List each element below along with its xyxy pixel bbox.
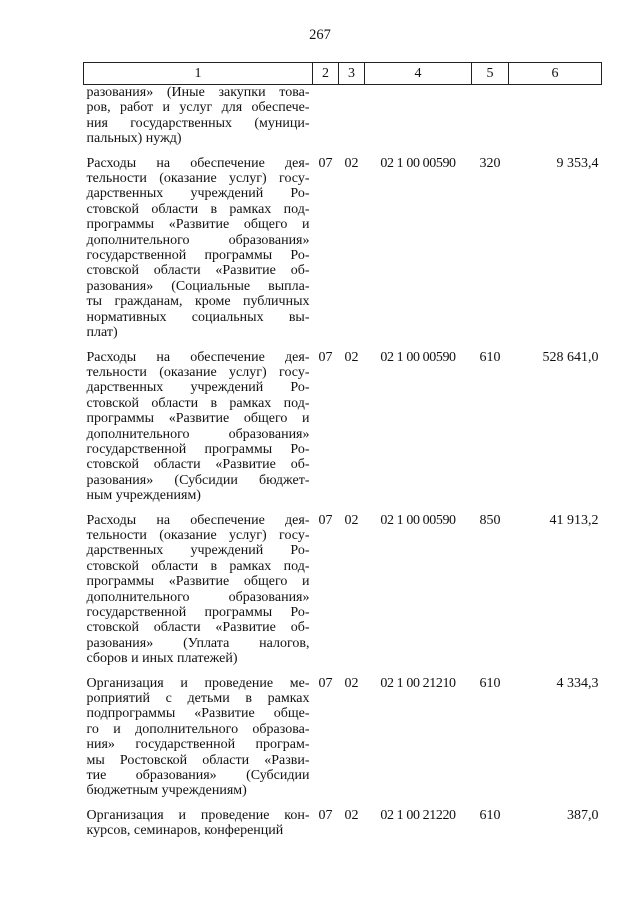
- description-line: стовской области «Развитие об-: [86, 263, 310, 279]
- description-line: программы «Развитие общего и: [86, 574, 310, 590]
- description-line: Организация и проведение кон-: [86, 807, 310, 823]
- table-row: [84, 676, 602, 808]
- row-description: [84, 808, 313, 848]
- subsection-code: 02: [344, 807, 359, 823]
- section-code: 07: [318, 512, 333, 528]
- description-line: пальных) нужд): [86, 131, 182, 147]
- description-line: тельности (оказание услуг) госу-: [86, 527, 310, 543]
- section-code: [313, 85, 339, 156]
- table-row: [84, 156, 602, 350]
- amount-value: 9 353,4: [556, 155, 599, 171]
- amount-value: 4 334,3: [556, 675, 599, 691]
- target-article-code: [365, 85, 472, 156]
- expense-type-code: 610: [479, 675, 501, 691]
- description-line: дополнительного образования»: [86, 589, 310, 605]
- description-line: Расходы на обеспечение дея-: [86, 155, 310, 171]
- row-description: [84, 676, 313, 808]
- description-line: разования» (Субсидии бюджет-: [86, 472, 310, 488]
- section-code: 07: [318, 349, 333, 365]
- description-line: программы «Развитие общего и: [86, 411, 310, 427]
- target-article-code: 02 1 00 00590: [380, 512, 456, 528]
- section-code: 07: [318, 807, 333, 823]
- table-row: [84, 513, 602, 676]
- subsection-code: 02: [344, 155, 359, 171]
- description-line: стовской области в рамках под-: [86, 201, 310, 217]
- description-line: дарственных учреждений Ро-: [86, 186, 310, 202]
- description-line: ты гражданам, кроме публичных: [86, 294, 310, 310]
- subsection-code: 02: [344, 512, 359, 528]
- column-header: 3: [339, 63, 365, 85]
- description-line: сборов и иных платежей): [86, 651, 238, 667]
- description-line: разования» (Иные закупки това-: [86, 85, 310, 100]
- description-line: государственной программы Ро-: [86, 605, 310, 620]
- amount-value: 387,0: [567, 807, 599, 823]
- description-line: ния государственных (муници-: [86, 115, 310, 131]
- table-header-row: [84, 63, 602, 85]
- page-number: 267: [309, 27, 331, 43]
- description-line: роприятий с детьми в рамках: [86, 691, 310, 707]
- description-line: стовской области «Развитие об-: [86, 620, 310, 636]
- description-line: государственной программы Ро-: [86, 441, 310, 457]
- expense-type-code: 610: [479, 349, 501, 365]
- description-line: стовской области в рамках под-: [86, 395, 310, 411]
- section-code: 07: [318, 675, 333, 691]
- description-line: Расходы на обеспечение дея-: [86, 512, 310, 528]
- description-line: подпрограммы «Развитие обще-: [86, 706, 310, 722]
- description-line: разования» (Социальные выпла-: [86, 278, 310, 294]
- description-line: дополнительного образования»: [86, 232, 310, 248]
- description-line: Расходы на обеспечение дея-: [86, 349, 310, 365]
- description-line: дополнительного образования»: [86, 426, 310, 442]
- description-line: государственной программы Ро-: [86, 248, 310, 264]
- description-line: нормативных социальных вы-: [86, 309, 310, 325]
- column-header: 5: [472, 63, 509, 85]
- subsection-code: 02: [344, 675, 359, 691]
- description-line: курсов, семинаров, конференций: [86, 823, 284, 839]
- description-line: мы Ростовской области «Разви-: [86, 752, 310, 768]
- expense-type-code: 850: [479, 512, 501, 528]
- column-header: 1: [84, 63, 313, 85]
- description-line: плат): [86, 325, 118, 341]
- amount-value: 41 913,2: [549, 512, 599, 528]
- target-article-code: 02 1 00 21220: [380, 807, 456, 823]
- description-line: Организация и проведение ме-: [86, 675, 310, 691]
- description-line: программы «Развитие общего и: [86, 217, 310, 233]
- description-line: ным учреждениям): [86, 488, 201, 504]
- column-header: 4: [365, 63, 472, 85]
- description-line: дарственных учреждений Ро-: [86, 543, 310, 559]
- row-description: [84, 513, 313, 676]
- row-description: [84, 156, 313, 350]
- description-line: бюджетным учреждениям): [86, 783, 247, 799]
- subsection-code: 02: [344, 349, 359, 365]
- description-line: го и дополнительного образова-: [86, 721, 310, 737]
- amount-value: 528 641,0: [542, 349, 599, 365]
- description-line: ров, работ и услуг для обеспече-: [86, 100, 310, 116]
- amount-value: [509, 85, 602, 156]
- budget-table: [83, 62, 602, 848]
- table-row: [84, 350, 602, 513]
- row-description: [84, 85, 313, 156]
- target-article-code: 02 1 00 21210: [380, 675, 456, 691]
- description-line: ния» государственной програм-: [86, 737, 310, 753]
- description-line: разования» (Уплата налогов,: [86, 635, 310, 651]
- section-code: 07: [318, 155, 333, 171]
- expense-type-code: [472, 85, 509, 156]
- description-line: стовской области «Развитие об-: [86, 457, 310, 473]
- expense-type-code: 320: [479, 155, 501, 171]
- expense-type-code: 610: [479, 807, 501, 823]
- description-line: стовской области в рамках под-: [86, 558, 310, 574]
- description-line: тие образования» (Субсидии: [86, 768, 310, 784]
- description-line: дарственных учреждений Ро-: [86, 380, 310, 396]
- table-row: [84, 85, 602, 156]
- table-row: [84, 808, 602, 848]
- description-line: тельности (оказание услуг) госу-: [86, 171, 310, 187]
- subsection-code: [339, 85, 365, 156]
- column-header: 6: [509, 63, 602, 85]
- description-line: тельности (оказание услуг) госу-: [86, 364, 310, 380]
- target-article-code: 02 1 00 00590: [380, 349, 456, 365]
- row-description: [84, 350, 313, 513]
- target-article-code: 02 1 00 00590: [380, 155, 456, 171]
- column-header: 2: [313, 63, 339, 85]
